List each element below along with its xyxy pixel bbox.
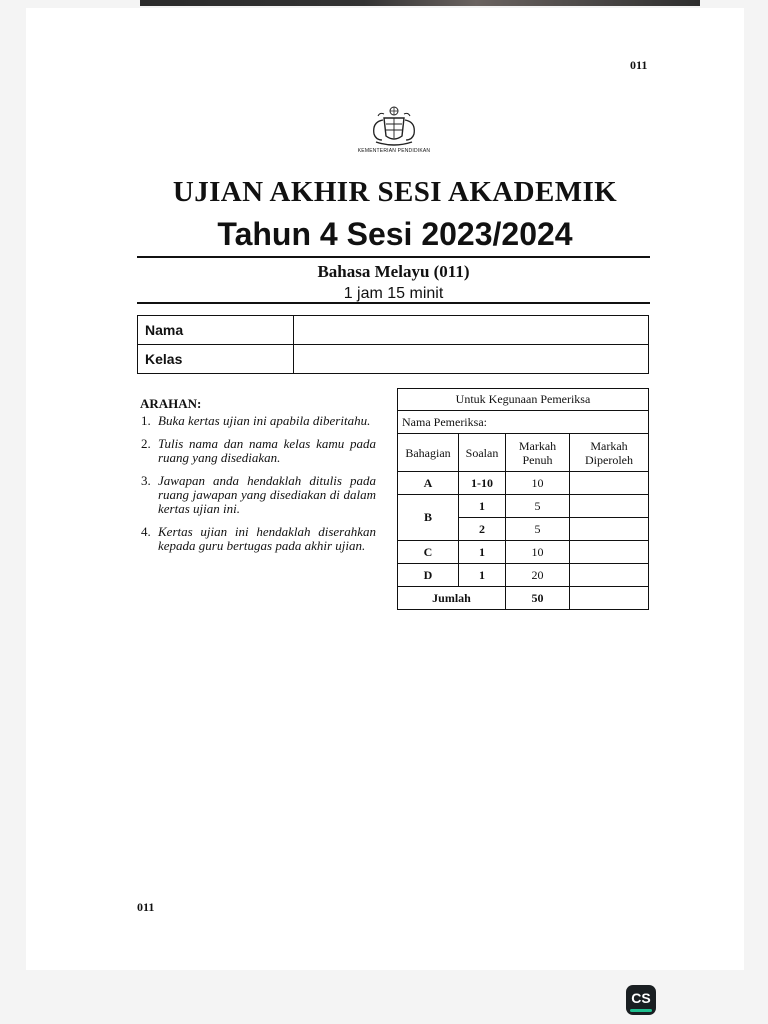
student-info-table [137, 315, 649, 374]
examiner-name-field[interactable]: Nama Pemeriksa: [398, 411, 649, 434]
obtained-marks-cell[interactable] [570, 472, 649, 495]
full-marks-cell: 10 [506, 472, 570, 495]
page-code-top: 011 [630, 58, 648, 72]
instruction-item: 4. Kertas ujian ini hendaklah diserahkan kepada guru bertugas pada akhir ujian. [141, 524, 376, 553]
page-code-bottom: 011 [137, 900, 155, 914]
divider-bottom [137, 302, 650, 304]
instructions-list [141, 414, 376, 562]
question-cell: 1 [459, 495, 506, 518]
table-row [398, 495, 649, 518]
full-marks-cell: 5 [506, 495, 570, 518]
table-row [398, 541, 649, 564]
header-obtained-marks: Markah Diperoleh [570, 434, 649, 472]
exam-duration: 1 jam 15 minit [343, 285, 444, 302]
section-cell: C [398, 541, 459, 564]
obtained-marks-cell[interactable] [570, 564, 649, 587]
obtained-marks-cell[interactable] [570, 518, 649, 541]
header-question: Soalan [459, 434, 506, 472]
ministry-crest-icon [366, 104, 422, 150]
question-cell: 1-10 [459, 472, 506, 495]
name-label: Nama [138, 316, 294, 345]
section-cell: B [398, 495, 459, 541]
total-label: Jumlah [398, 587, 506, 610]
obtained-marks-cell[interactable] [570, 495, 649, 518]
instruction-item: 1. Buka kertas ujian ini apabila diberitahu. [141, 413, 371, 428]
scan-top-edge [140, 0, 700, 6]
divider-top [137, 256, 650, 258]
badge-accent-bar [630, 1009, 652, 1012]
full-marks-cell: 20 [506, 564, 570, 587]
obtained-marks-cell[interactable] [570, 541, 649, 564]
exam-year-session: Tahun 4 Sesi 2023/2024 [217, 216, 573, 252]
name-field[interactable] [294, 316, 649, 345]
instructions-title: ARAHAN: [140, 396, 202, 411]
section-cell: A [398, 472, 459, 495]
camscanner-badge-icon [626, 985, 656, 1015]
subject-title: Bahasa Melayu (011) [317, 262, 470, 281]
cs-badge-label: CS [631, 990, 651, 1006]
question-cell: 1 [459, 541, 506, 564]
table-row [398, 472, 649, 495]
section-cell: D [398, 564, 459, 587]
table-row [398, 564, 649, 587]
class-label: Kelas [138, 345, 294, 374]
exam-title: UJIAN AKHIR SESI AKADEMIK [172, 176, 618, 208]
instruction-item: 2. Tulis nama dan nama kelas kamu pada ruang yang disediakan. [141, 436, 376, 465]
ministry-name: KEMENTERIAN PENDIDIKAN [357, 148, 431, 154]
header-section: Bahagian [398, 434, 459, 472]
full-marks-cell: 5 [506, 518, 570, 541]
question-cell: 1 [459, 564, 506, 587]
total-obtained-marks[interactable] [570, 587, 649, 610]
instruction-item: 3. Jawapan anda hendaklah ditulis pada ruang jawapan yang disediakan di dalam kertas ujian ini. [141, 473, 376, 516]
question-cell: 2 [459, 518, 506, 541]
total-full-marks: 50 [506, 587, 570, 610]
class-field[interactable] [294, 345, 649, 374]
table-row [398, 587, 649, 610]
header-full-marks: Markah Penuh [506, 434, 570, 472]
examiner-marks-table [397, 388, 649, 610]
marks-table-title: Untuk Kegunaan Pemeriksa [398, 389, 649, 411]
full-marks-cell: 10 [506, 541, 570, 564]
